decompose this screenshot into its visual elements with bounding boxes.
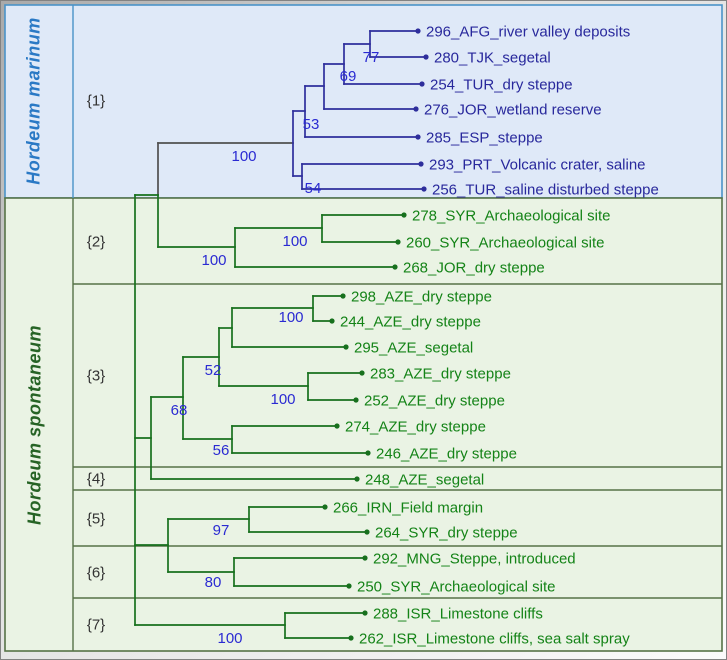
leaf-dot xyxy=(413,106,418,111)
support-value: 100 xyxy=(282,233,308,250)
species-label-hordeum-marinum: Hordeum marinum xyxy=(23,17,44,185)
taxon-label: 283_AZE_dry steppe xyxy=(370,365,511,383)
leaf-dot xyxy=(346,583,351,588)
taxon-label: 244_AZE_dry steppe xyxy=(340,313,481,331)
taxon-label: 246_AZE_dry steppe xyxy=(376,445,517,463)
support-value: 97 xyxy=(212,522,230,539)
support-value: 77 xyxy=(362,49,380,66)
leaf-dot xyxy=(392,264,397,269)
support-value: 100 xyxy=(270,391,296,408)
support-value: 100 xyxy=(231,148,257,165)
clade-label: {2} xyxy=(86,233,106,251)
leaf-dot xyxy=(365,450,370,455)
leaf-dot xyxy=(423,54,428,59)
support-value: 52 xyxy=(204,362,222,379)
taxon-label: 268_JOR_dry steppe xyxy=(403,259,545,277)
taxon-label: 256_TUR_saline disturbed steppe xyxy=(432,181,659,199)
leaf-dot xyxy=(415,28,420,33)
clade-label: {5} xyxy=(86,510,106,528)
taxon-label: 288_ISR_Limestone cliffs xyxy=(373,605,543,623)
taxon-label: 298_AZE_dry steppe xyxy=(351,288,492,306)
leaf-dot xyxy=(348,635,353,640)
taxon-label: 254_TUR_dry steppe xyxy=(430,76,573,94)
leaf-dot xyxy=(421,186,426,191)
leaf-dot xyxy=(343,344,348,349)
taxon-label: 276_JOR_wetland reserve xyxy=(424,101,602,119)
taxon-label: 274_AZE_dry steppe xyxy=(345,418,486,436)
leaf-dot xyxy=(353,397,358,402)
taxon-label: 248_AZE_segetal xyxy=(365,471,485,489)
clade-label: {1} xyxy=(86,92,106,110)
leaf-dot xyxy=(415,134,420,139)
leaf-dot xyxy=(354,476,359,481)
leaf-dot xyxy=(362,610,367,615)
support-value: 69 xyxy=(339,68,357,85)
support-value: 54 xyxy=(304,180,322,197)
taxon-label: 295_AZE_segetal xyxy=(354,339,474,357)
leaf-dot xyxy=(419,81,424,86)
taxon-label: 266_IRN_Field margin xyxy=(333,499,484,517)
leaf-dot xyxy=(340,293,345,298)
clade-label: {6} xyxy=(86,564,106,582)
leaf-dot xyxy=(322,504,327,509)
taxon-label: 278_SYR_Archaeological site xyxy=(412,207,611,225)
leaf-dot xyxy=(364,529,369,534)
taxon-label: 296_AFG_river valley deposits xyxy=(426,23,631,41)
leaf-dot xyxy=(418,161,423,166)
leaf-dot xyxy=(334,423,339,428)
taxon-label: 250_SYR_Archaeological site xyxy=(357,578,556,596)
support-value: 56 xyxy=(212,442,230,459)
taxon-label: 264_SYR_dry steppe xyxy=(375,524,518,542)
support-value: 100 xyxy=(201,252,227,269)
support-value: 68 xyxy=(170,402,188,419)
clade-label: {3} xyxy=(86,367,106,385)
leaf-dot xyxy=(401,212,406,217)
taxon-label: 252_AZE_dry steppe xyxy=(364,392,505,410)
taxon-label: 280_TJK_segetal xyxy=(434,49,551,67)
taxon-label: 262_ISR_Limestone cliffs, sea salt spray xyxy=(359,630,630,648)
support-value: 100 xyxy=(217,630,243,647)
leaf-dot xyxy=(329,318,334,323)
clade-label: {7} xyxy=(86,616,106,634)
species-label-hordeum-spontaneum: Hordeum spontaneum xyxy=(24,324,45,526)
support-value: 100 xyxy=(278,309,304,326)
support-value: 53 xyxy=(302,116,320,133)
taxon-label: 293_PRT_Volcanic crater, saline xyxy=(429,156,646,174)
support-value: 80 xyxy=(204,574,222,591)
taxon-label: 285_ESP_steppe xyxy=(426,129,543,147)
leaf-dot xyxy=(362,555,367,560)
leaf-dot xyxy=(359,370,364,375)
clade-label: {4} xyxy=(86,470,106,488)
taxon-label: 292_MNG_Steppe, introduced xyxy=(373,550,576,568)
leaf-dot xyxy=(395,239,400,244)
taxon-label: 260_SYR_Archaeological site xyxy=(406,234,605,252)
